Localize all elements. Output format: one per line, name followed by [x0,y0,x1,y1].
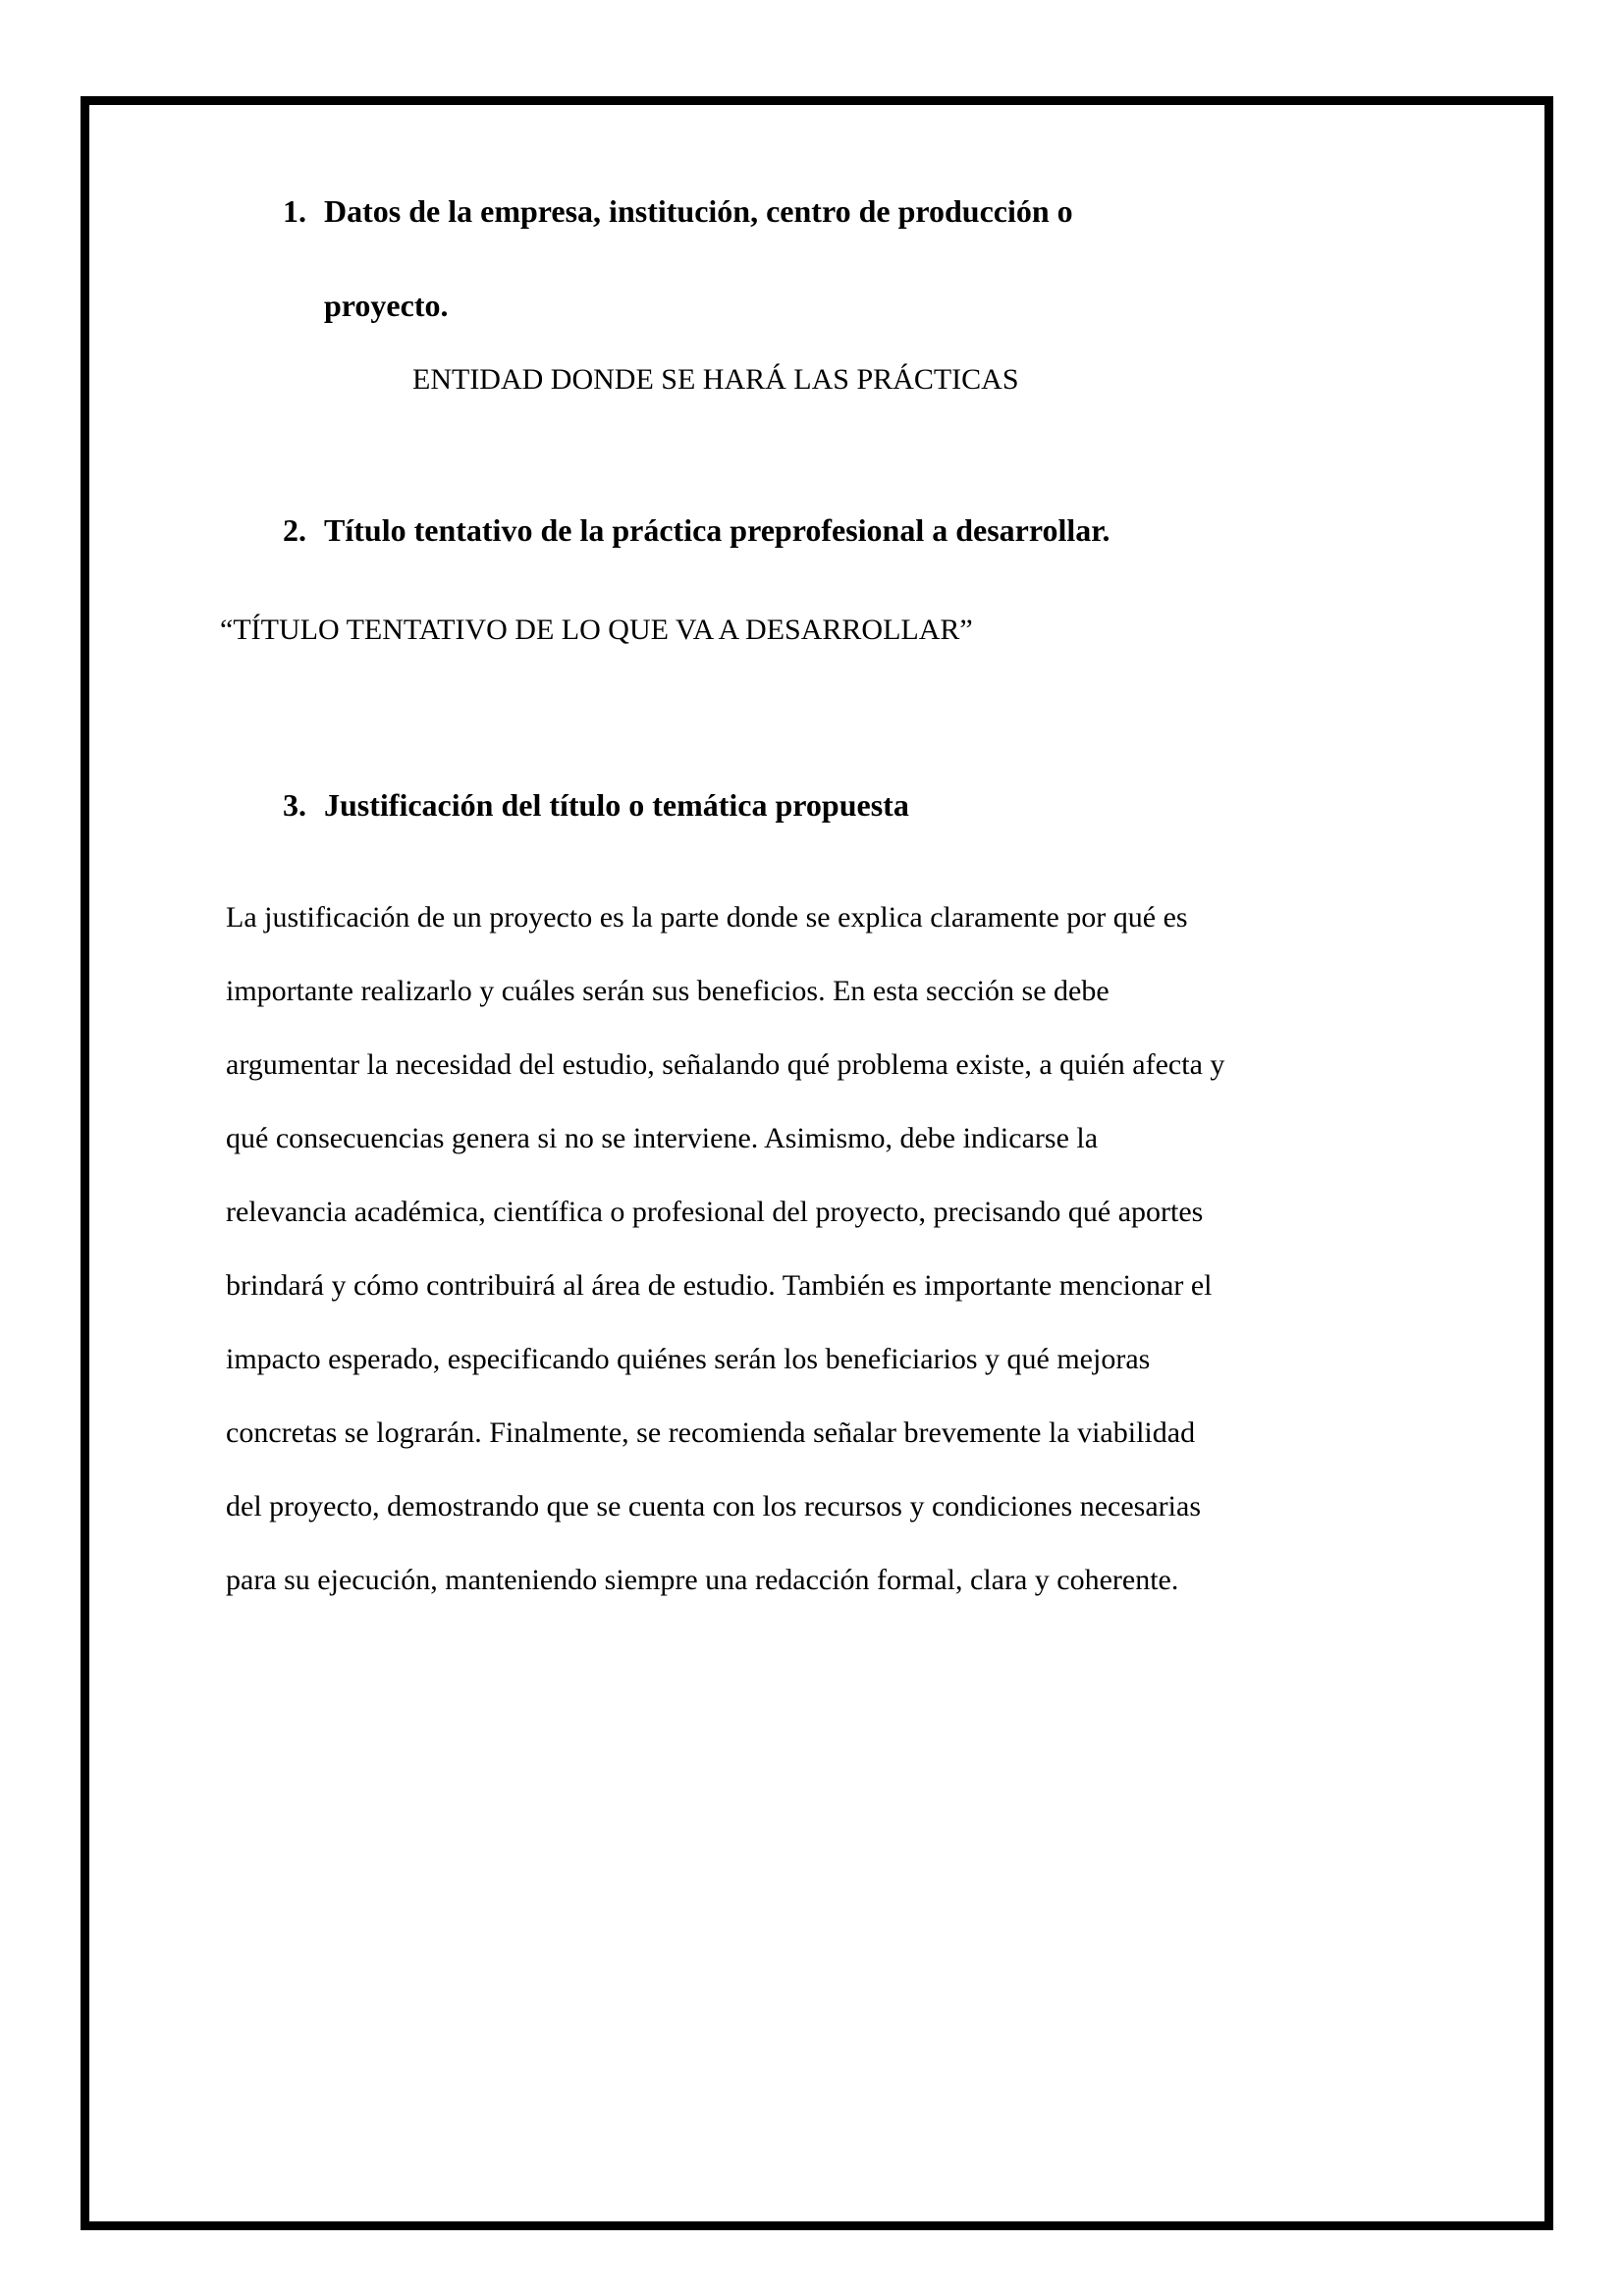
paragraph-line: La justificación de un proyecto es la parte donde se explica claramente por qué es [226,901,1188,934]
paragraph-line: relevancia académica, científica o profesional del proyecto, precisando qué aportes [226,1196,1204,1228]
section-1-title-line-2: proyecto. [324,288,449,323]
section-3-heading [226,758,1404,852]
section-2-number: 2. [283,512,306,548]
section-1-number: 1. [283,193,306,229]
section-2-heading [226,483,1404,577]
section-2-title-line-1: Título tentativo de la práctica preprofesional a desarrollar. [324,512,1110,548]
paragraph-line: qué consecuencias genera si no se interviene. Asimismo, debe indicarse la [226,1122,1099,1154]
paragraph-line: brindará y cómo contribuirá al área de estudio. También es importante mencionar el [226,1269,1213,1302]
section-3-number: 3. [283,787,306,823]
section-1-subtext: ENTIDAD DONDE SE HARÁ LAS PRÁCTICAS [412,363,1019,396]
section-2-subtext: “TÍTULO TENTATIVO DE LO QUE VA A DESARROLLAR” [220,614,973,646]
document-content [220,164,1404,1617]
section-1-title [324,164,1404,352]
paragraph-line: importante realizarlo y cuáles serán sus beneficios. En esta sección se debe [226,975,1110,1007]
section-3-title-line-1: Justificación del título o temática propuesta [324,787,909,823]
section-1-heading [226,164,1404,352]
justification-paragraph [226,881,1404,1617]
paragraph-line: argumentar la necesidad del estudio, señalando qué problema existe, a quién afecta y [226,1048,1225,1081]
section-3-title [324,758,1404,852]
paragraph-line: para su ejecución, manteniendo siempre una redacción formal, clara y coherente. [226,1564,1179,1596]
section-1-title-line-1: Datos de la empresa, institución, centro de producción o [324,193,1073,229]
paragraph-line: del proyecto, demostrando que se cuenta con los recursos y condiciones necesarias [226,1490,1201,1522]
paragraph-line: concretas se lograrán. Finalmente, se recomienda señalar brevemente la viabilidad [226,1416,1196,1449]
paragraph-line: impacto esperado, especificando quiénes serán los beneficiarios y qué mejoras [226,1343,1151,1375]
section-2-title [324,483,1404,577]
